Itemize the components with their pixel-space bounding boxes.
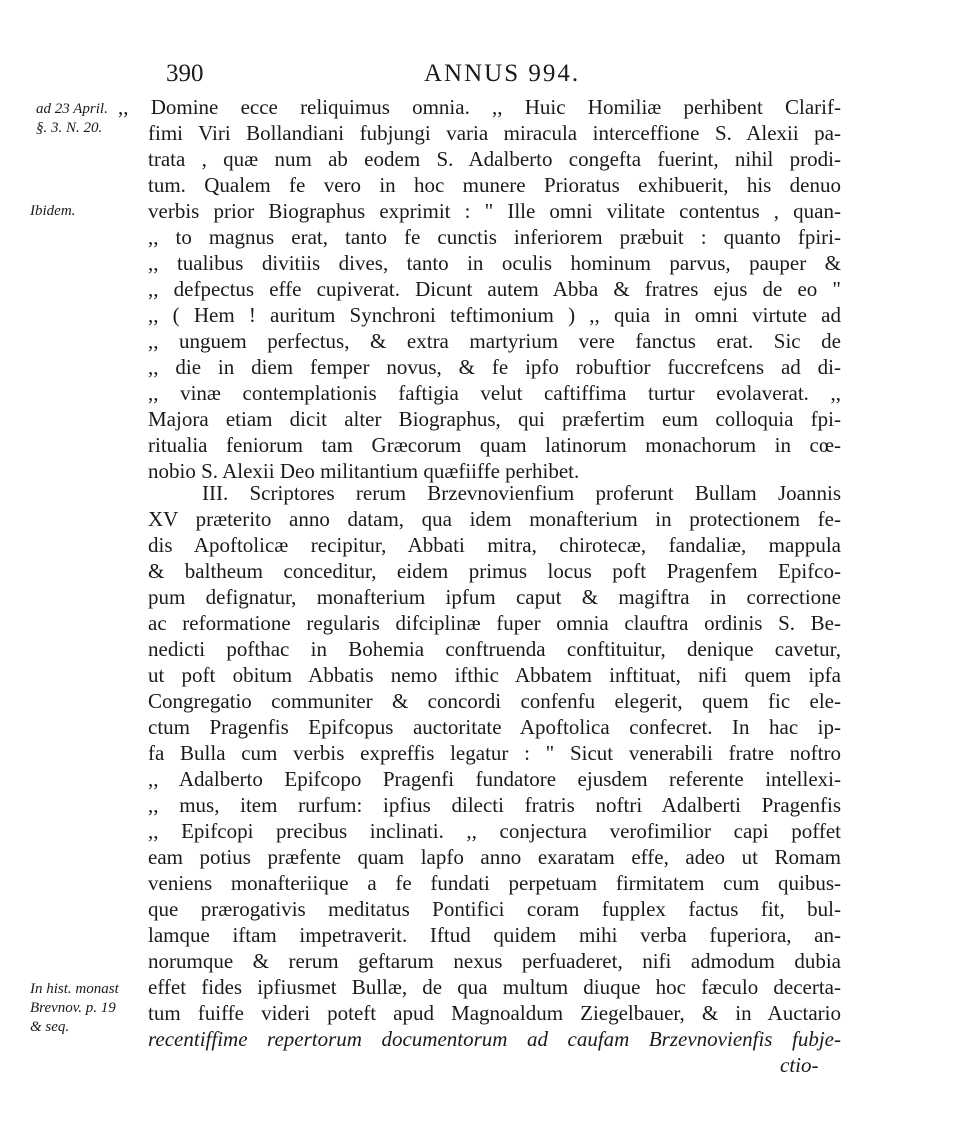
marginal-note-line: Brevnov. p. 19 [30,1000,116,1016]
marginal-note-line: §. 3. N. 20. [36,120,103,136]
text-line: eam potius præfente quam lapfo anno exaratam effe, adeo ut Romam [148,845,841,869]
text-line: ,, to magnus erat, tanto fe cunctis inferiorem præbuit : quanto fpiri- [148,225,841,249]
text-line: ,, Epifcopi precibus inclinati. ,, conjectura verofimilior capi poffet [148,819,841,843]
text-line: recentiffime repertorum documentorum ad caufam Brzevnovienfis fubje- [148,1027,841,1051]
text-line: Congregatio communiter & concordi confenfu elegerit, quem fic ele- [148,689,841,713]
page-number: 390 [166,60,204,87]
text-line: fimi Viri Bollandiani fubjungi varia miracula interceffione S. Alexii pa- [148,121,841,145]
text-line: ctum Pragenfis Epifcopus auctoritate Apoftolica confecret. In hac ip- [148,715,841,739]
text-line: XV præterito anno datam, qua idem monafterium in protectionem fe- [148,507,841,531]
catchword: ctio- [780,1053,819,1077]
text-line: III. Scriptores rerum Brzevnovienfium proferunt Bullam Joannis [202,481,841,505]
text-line: trata , quæ num ab eodem S. Adalberto congefta fuerint, nihil prodi- [148,147,841,171]
text-line: effet fides ipfiusmet Bullæ, de qua multum diuque hoc fæculo decerta- [148,975,841,999]
text-line: ,, die in diem femper novus, & fe ipfo robuftior fuccrefcens ad di- [148,355,841,379]
text-line: ,, Adalberto Epifcopo Pragenfi fundatore ejusdem referente intellexi- [148,767,841,791]
text-line: ,, Domine ecce reliquimus omnia. ,, Huic Homiliæ perhibent Clarif- [118,95,841,119]
text-line: ,, defpectus effe cupiverat. Dicunt autem Abba & fratres ejus de eo " [148,277,841,301]
marginal-note-source [30,980,119,1037]
marginal-note-line: In hist. monast [30,981,119,997]
text-line: tum. Qualem fe vero in hoc munere Prioratus exhibuerit, his denuo [148,173,841,197]
text-line: ritualia feniorum tam Græcorum quam latinorum monachorum in cœ- [148,433,841,457]
text-line: ac reformatione regularis difciplinæ fuper omnia clauftra ordinis S. Be- [148,611,841,635]
text-line: & baltheum conceditur, eidem primus locus poft Pragenfem Epifco- [148,559,841,583]
marginal-note-reference [36,100,108,138]
text-line: pum defignatur, monafterium ipfum caput & magiftra in correctione [148,585,841,609]
text-line: dis Apoftolicæ recipitur, Abbati mitra, chirotecæ, fandaliæ, mappula [148,533,841,557]
marginal-note-line: ad 23 April. [36,101,108,117]
text-line: Majora etiam dicit alter Biographus, qui præfertim eum colloquia fpi- [148,407,841,431]
text-line: ,, vinæ contemplationis faftigia velut caftiffima turtur evolaverat. ,, [148,381,841,405]
marginal-note-line: & seq. [30,1019,70,1035]
text-line: ,, mus, item rurfum: ipfius dilecti fratris noftri Adalberti Pragenfis [148,793,841,817]
text-line: veniens monafteriique a fe fundati perpetuam firmitatem cum quibus- [148,871,841,895]
text-line: ,, ( Hem ! auritum Synchroni teftimonium ) ,, quia in omni virtute ad [148,303,841,327]
text-line: tum fuiffe videri poteft apud Magnoaldum Ziegelbauer, & in Auctario [148,1001,841,1025]
text-line: ,, unguem perfectus, & extra martyrium vere fanctus erat. Sic de [148,329,841,353]
text-line: fa Bulla cum verbis expreffis legatur : " Sicut venerabili fratre noftro [148,741,841,765]
text-line: nobio S. Alexii Deo militantium quæfiiffe perhibet. [148,459,580,483]
running-head: ANNUS 994. [424,60,581,87]
text-line: ,, tualibus divitiis dives, tanto in oculis hominum parvus, pauper & [148,251,841,275]
text-line: lamque iftam impetraverit. Iftud quidem mihi verba fuperiora, an- [148,923,841,947]
text-line: verbis prior Biographus exprimit : " Ille omni vilitate contentus , quan- [148,199,841,223]
marginal-note-ibidem: Ibidem. [30,203,76,219]
page-header [0,56,960,96]
text-line: nedicti pofthac in Bohemia conftruenda conftituitur, denique cavetur, [148,637,841,661]
text-line: que prærogativis meditatus Pontifici coram fupplex factus fit, bul- [148,897,841,921]
text-line: ut poft obitum Abbatis nemo ifthic Abbatem inftituat, nifi quem ipfa [148,663,841,687]
text-line: norumque & rerum geftarum nexus perfuaderet, nifi admodum dubia [148,949,841,973]
